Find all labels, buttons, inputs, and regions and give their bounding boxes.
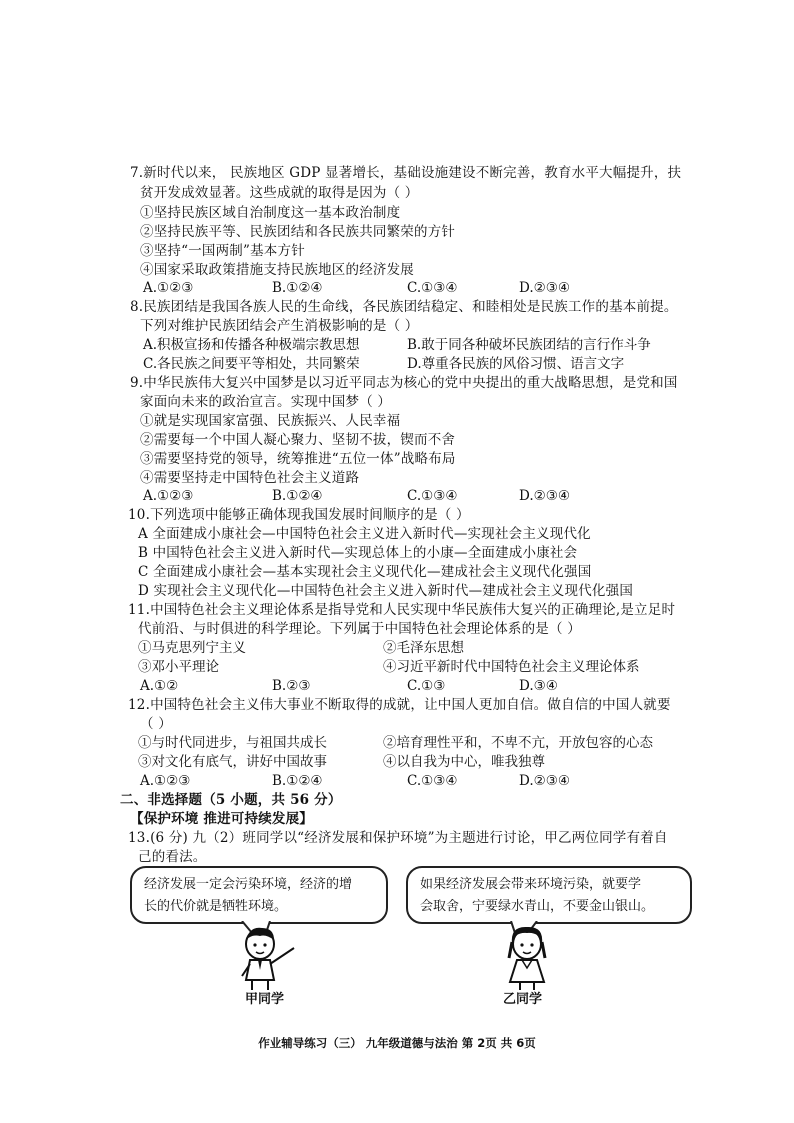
- q7-stem-line1: 7.新时代以来， 民族地区 GDP 显著增长，基础设施建设不断完善，教育水平大幅提升，扶: [130, 165, 682, 181]
- q11-option-b: B.②③: [272, 678, 311, 694]
- q7-stem-line2: 贫开发成效显著。这些成就的取得是因为（ ）: [140, 185, 419, 201]
- q9-item-1: ①就是实现国家富强、民族振兴、人民幸福: [140, 413, 401, 429]
- q8-option-d: D.尊重各民族的风俗习惯、语言文字: [407, 356, 625, 372]
- bubble-left-line1: 经济发展一定会污染环境，经济的增: [144, 877, 353, 892]
- q7-option-b: B.①②④: [272, 280, 323, 296]
- q10-option-d: D 实现社会主义现代化—中国特色社会主义进入新时代—建成社会主义现代化强国: [138, 583, 634, 599]
- q12-stem-line2: （ ）: [140, 716, 172, 732]
- q7-option-c: C.①③④: [407, 280, 458, 296]
- q12-item-3: ③对文化有底气，讲好中国故事: [138, 754, 327, 770]
- q12-item-2: ②培育理性平和，不卑不亢，开放包容的心态: [383, 735, 653, 751]
- q7-item-1: ①坚持民族区域自治制度这一基本政治制度: [140, 205, 401, 221]
- section2-title: 二、非选择题（5 小题，共 56 分）: [120, 792, 342, 808]
- q10-option-a: A 全面建成小康社会—中国特色社会主义进入新时代—实现社会主义现代化: [138, 526, 591, 542]
- q11-stem-line2: 代前沿、与时俱进的科学理论。下列属于中国特色社会理论体系的是（ ）: [138, 621, 581, 637]
- q12-option-a: A.①②③: [140, 773, 191, 789]
- q8-option-b: B.敢于同各种破坏民族团结的言行作斗争: [407, 337, 651, 353]
- q8-option-a: A.积极宣扬和传播各种极端宗教思想: [143, 337, 360, 353]
- q13-stem-line1: 13.(6 分) 九（2）班同学以“经济发展和保护环境”为主题进行讨论，甲乙两位同学有着自: [128, 830, 668, 846]
- q13-stem-line2: 己的看法。: [138, 849, 207, 865]
- q11-item-4: ④习近平新时代中国特色社会主义理论体系: [383, 659, 640, 675]
- q9-option-a: A.①②③: [143, 488, 194, 504]
- q12-option-c: C.①③④: [407, 773, 458, 789]
- q9-option-b: B.①②④: [272, 488, 323, 504]
- q11-stem-line1: 11.中国特色社会主义理论体系是指导党和人民实现中华民族伟大复兴的正确理论,是立足时: [128, 602, 676, 618]
- q11-item-3: ③邓小平理论: [138, 659, 219, 675]
- q8-option-c: C.各民族之间要平等相处，共同繁荣: [143, 356, 360, 372]
- bubble-right-line2: 会取舍，宁要绿水青山，不要金山银山。: [420, 899, 655, 914]
- student-jia-label: 甲同学: [245, 992, 285, 1007]
- q9-stem-line2: 家面向未来的政治宣言。实现中国梦（ ）: [140, 394, 392, 410]
- q10-option-b: B 中国特色社会主义进入新时代—实现总体上的小康—全面建成小康社会: [138, 545, 578, 561]
- q9-item-4: ④需要坚持走中国特色社会主义道路: [140, 470, 360, 486]
- student-yi-illustration: [492, 922, 562, 992]
- q9-option-d: D.②③④: [519, 488, 570, 504]
- q11-option-a: A.①②: [140, 678, 179, 694]
- q12-option-b: B.①②④: [272, 773, 323, 789]
- q10-stem: 10.下列选项中能够正确体现我国发展时间顺序的是（ ）: [128, 507, 470, 523]
- bubble-left-line2: 长的代价就是牺牲环境。: [144, 899, 288, 914]
- student-yi-label: 乙同学: [503, 992, 543, 1007]
- q7-option-d: D.②③④: [519, 280, 570, 296]
- q9-option-c: C.①③④: [407, 488, 458, 504]
- q9-item-2: ②需要每一个中国人凝心聚力、坚韧不拔，锲而不舍: [140, 432, 456, 448]
- q8-stem-line2: 下列对维护民族团结会产生消极影响的是（ ）: [140, 318, 419, 334]
- q12-option-d: D.②③④: [519, 773, 570, 789]
- q7-item-3: ③坚持“一国两制”基本方针: [140, 243, 305, 259]
- q7-item-4: ④国家采取政策措施支持民族地区的经济发展: [140, 262, 414, 278]
- student-jia-illustration: [230, 922, 310, 992]
- q8-stem-line1: 8.民族团结是我国各族人民的生命线，各民族团结稳定、和睦相处是民族工作的基本前提。: [130, 299, 678, 315]
- q11-option-d: D.③④: [519, 678, 558, 694]
- bubble-right-line1: 如果经济发展会带来环境污染，就要学: [420, 877, 642, 892]
- q11-item-1: ①马克思列宁主义: [138, 640, 246, 656]
- q7-item-2: ②坚持民族平等、民族团结和各民族共同繁荣的方针: [140, 224, 456, 240]
- section2-topic: 【保护环境 推进可持续发展】: [130, 811, 313, 827]
- q12-stem-line1: 12.中国特色社会主义伟大事业不断取得的成就，让中国人更加自信。做自信的中国人就要: [128, 697, 671, 713]
- page-footer: 作业辅导练习（三） 九年级道德与法治 第 2页 共 6页: [258, 1036, 536, 1050]
- q11-option-c: C.①③: [407, 678, 446, 694]
- q9-item-3: ③需要坚持党的领导，统筹推进“五位一体”战略布局: [140, 451, 456, 467]
- q12-item-4: ④以自我为中心，唯我独尊: [383, 754, 545, 770]
- q9-stem-line1: 9.中华民族伟大复兴中国梦是以习近平同志为核心的党中央提出的重大战略思想，是党和国: [130, 375, 678, 391]
- q7-option-a: A.①②③: [143, 280, 194, 296]
- speech-bubble-left: [130, 866, 388, 924]
- q10-option-c: C 全面建成小康社会—基本实现社会主义现代化—建成社会主义现代化强国: [138, 564, 592, 580]
- q12-item-1: ①与时代同进步，与祖国共成长: [138, 735, 327, 751]
- speech-bubble-right: [406, 866, 692, 924]
- q11-item-2: ②毛泽东思想: [383, 640, 464, 656]
